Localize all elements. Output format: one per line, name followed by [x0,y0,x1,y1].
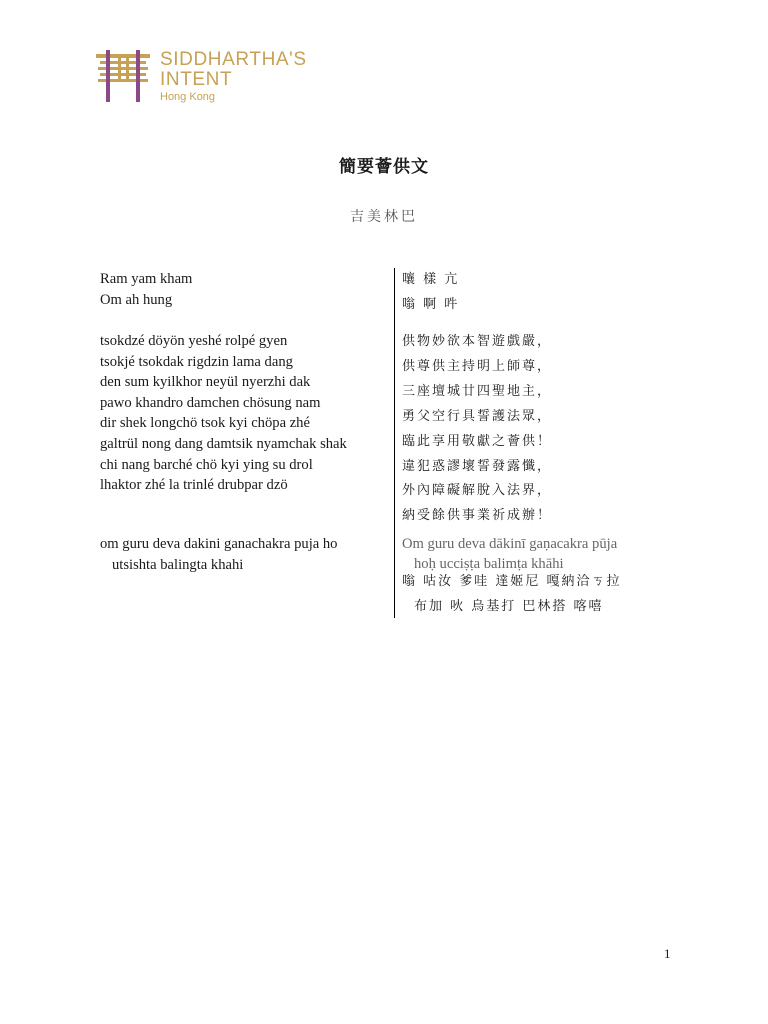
mantra-line: Ram yam kham [100,271,193,287]
siddharthas-intent-logo [96,50,336,104]
verse-line: galtrül nong dang damtsik nyamchak shak [100,435,347,452]
final-mantra-transliteration [100,534,390,575]
logo-wordmark [160,50,307,104]
verse-line: den sum kyilkhor neyül nyerzhi dak [100,374,311,391]
mantra-line: 嚷 樣 亢 [402,272,460,287]
final-mantra-chinese [402,570,692,620]
final-mantra-chinese-line: 嗡 咕汝 爹哇 達姬尼 嘎納洽ㄎ拉 [402,574,622,589]
final-mantra-sanskrit-line: hoḥ ucciṣṭa balimṭa khāhi [414,556,564,572]
gate-logo-icon [96,50,152,104]
final-mantra-chinese-line: 布加 吙 烏基打 巴林搭 喀嘻 [414,598,604,614]
verse-line: 納受餘供事業祈成辦！ [402,508,553,524]
verse-chinese [402,330,692,529]
mantra-line: 嗡 啊 吽 [402,296,460,312]
logo-line-2: INTENT [160,69,233,90]
verse-line: chi nang barché chö kyi ying su drol [100,456,313,473]
verse-line: 臨此享用敬獻之薈供！ [402,433,553,449]
verse-line: tsokjé tsokdak rigdzin lama dang [100,353,293,370]
verse-line: 違犯惑謬壞誓發露懺， [402,458,553,474]
final-mantra-line: utsishta balingta khahi [112,556,244,573]
logo-line-1: SIDDHARTHA'S [160,49,307,70]
verse-transliteration [100,331,390,496]
column-divider [394,268,395,618]
verse-line: lhaktor zhé la trinlé drubpar dzö [100,477,288,494]
verse-line: 三座壇城廿四聖地主， [402,383,553,399]
verse-line: 供物妙欲本智遊戲嚴， [402,334,553,349]
mantra-chinese [402,268,692,318]
verse-line: dir shek longchö tsok kyi chöpa zhé [100,415,310,432]
mantra-line: Om ah hung [100,291,173,308]
verse-line: 外內障礙解脫入法界， [402,483,553,499]
final-mantra-sanskrit-line: Om guru deva dākinī gaṇacakra pūja [402,536,618,552]
page-number: 1 [664,946,671,961]
document-title: 簡要薈供文 [339,157,429,177]
verse-line: 勇父空行具誓護法眾， [402,408,553,424]
mantra-transliteration [100,269,390,310]
verse-line: tsokdzé döyön yeshé rolpé gyen [100,333,288,349]
final-mantra-sanskrit [402,534,692,574]
logo-line-3: Hong Kong [160,91,216,103]
final-mantra-line: om guru deva dakini ganachakra puja ho [100,536,338,552]
author-name: 吉美林巴 [350,209,418,225]
verse-line: pawo khandro damchen chösung nam [100,394,321,411]
verse-line: 供尊供主持明上師尊， [402,358,553,374]
